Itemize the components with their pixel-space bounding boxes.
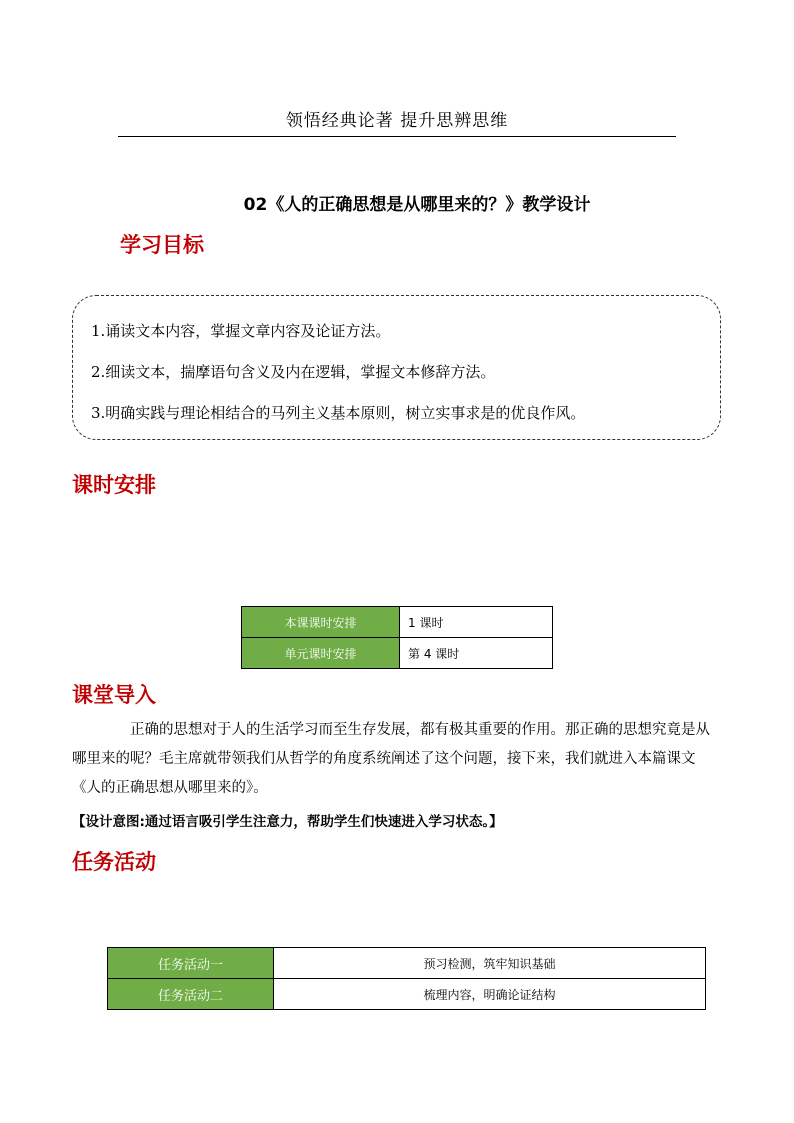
- objective-item-3: 3.明确实践与理论相结合的马列主义基本原则，树立实事求是的优良作风。: [91, 404, 586, 422]
- header-rule: [118, 136, 676, 137]
- document-title: 02《人的正确思想是从哪里来的？》教学设计: [243, 195, 591, 215]
- table-row: [108, 979, 706, 1010]
- page-header-title: 领悟经典论著 提升思辨思维: [285, 111, 509, 131]
- table-row: [242, 638, 553, 669]
- schedule-table: [241, 606, 553, 669]
- objective-item-2: 2.细读文本，揣摩语句含义及内在逻辑，掌握文本修辞方法。: [91, 363, 496, 381]
- table-row: [108, 948, 706, 979]
- task-label-1: 任务活动一: [108, 948, 274, 979]
- section-heading-tasks: 任务活动: [72, 850, 156, 874]
- section-heading-intro: 课堂导入: [72, 683, 156, 707]
- intro-paragraph: 正确的思想对于人的生活学习而至生存发展，都有极其重要的作用。那正确的思想究竟是从哪里来的呢？毛主席就带领我们从哲学的角度系统阐述了这个问题，接下来，我们就进入本篇课文《人的正确思想从哪里来的》。: [72, 722, 710, 796]
- schedule-value-lesson: 1 课时: [400, 607, 553, 638]
- task-value-2: 梳理内容，明确论证结构: [274, 979, 706, 1010]
- tasks-table: [107, 947, 706, 1010]
- table-row: [242, 607, 553, 638]
- schedule-label-lesson: 本课课时安排: [242, 607, 400, 638]
- schedule-label-unit: 单元课时安排: [242, 638, 400, 669]
- objective-item-1: 1.诵读文本内容，掌握文章内容及论证方法。: [91, 322, 391, 340]
- task-label-2: 任务活动二: [108, 979, 274, 1010]
- task-value-1: 预习检测，筑牢知识基础: [274, 948, 706, 979]
- design-intent-note: 【设计意图:通过语言吸引学生注意力，帮助学生们快速进入学习状态。】: [72, 814, 503, 830]
- schedule-value-unit: 第 4 课时: [400, 638, 553, 669]
- section-heading-objectives: 学习目标: [120, 233, 204, 257]
- objectives-box: [72, 295, 721, 440]
- section-heading-schedule: 课时安排: [72, 473, 156, 497]
